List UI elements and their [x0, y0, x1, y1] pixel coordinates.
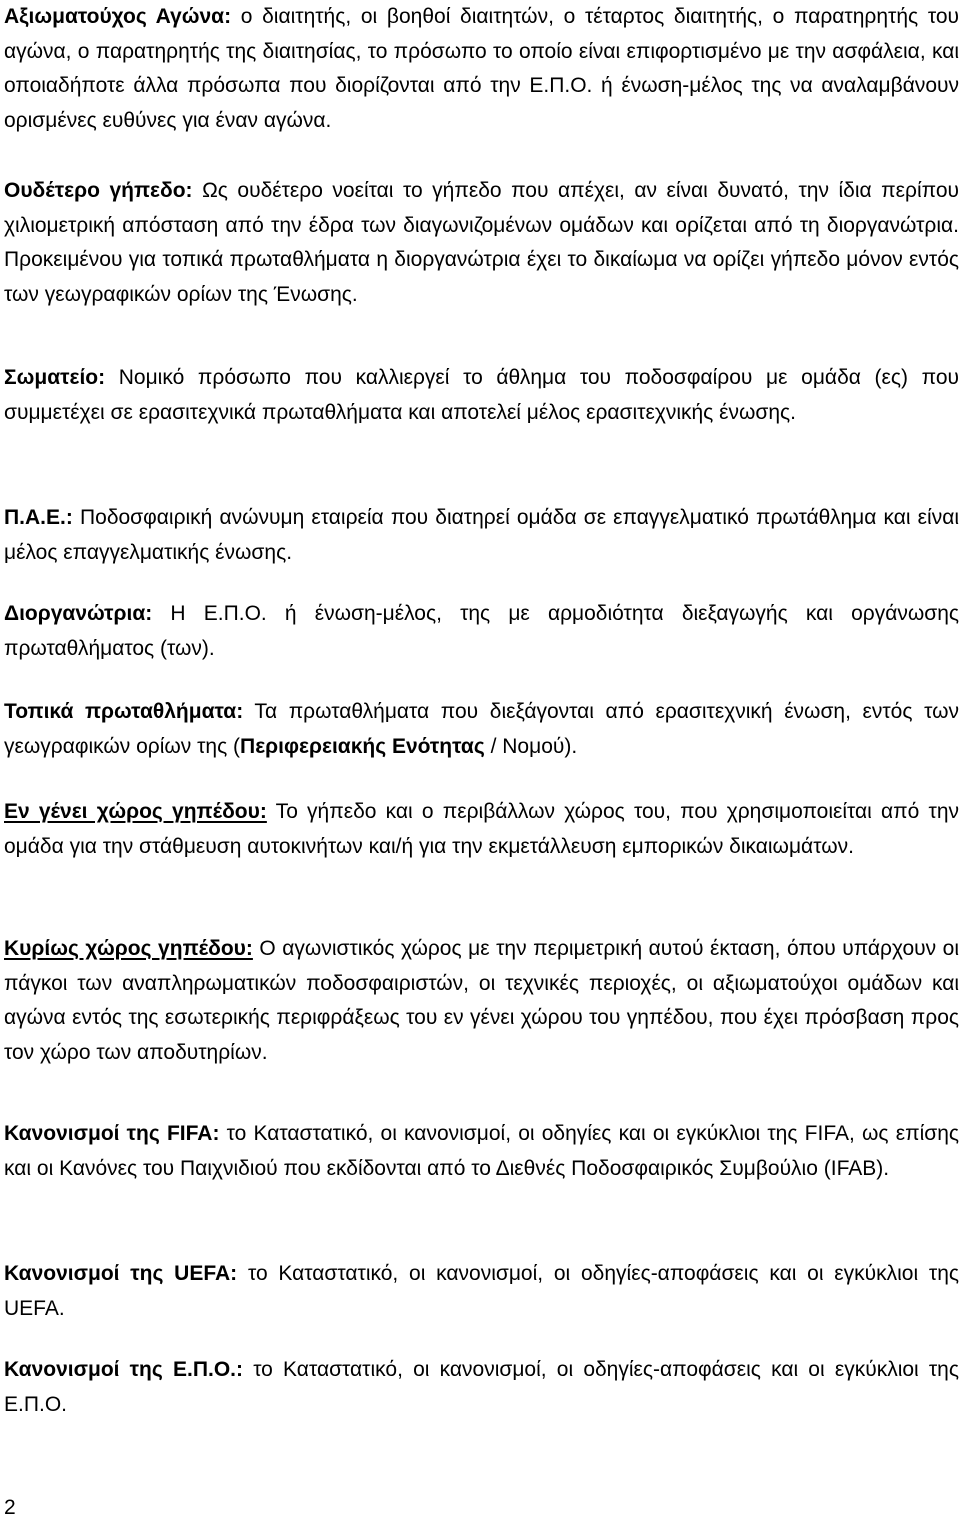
text-organizer: Η Ε.Π.Ο. ή ένωση-μέλος, της με αρμοδιότητα διεξαγωγής και οργάνωσης πρωταθλήματος (των).	[4, 602, 959, 660]
text-match-officials: ο διαιτητής, οι βοηθοί διαιτητών, ο τέταρτος διαιτητής, ο παρατηρητής του αγώνα, ο παρατηρητής της διαιτησίας, το πρόσωπο το οποίο είναι επιφορτισμένο με την ασφάλεια, και οποιαδήποτε άλλα πρόσωπα που διορίζονται από την Ε.Π.Ο. ή ένωση-μέλος της να αναλαμβάνουν ορισμένες ευθύνες για έναν αγώνα.	[4, 5, 959, 132]
definition-local-championships	[4, 695, 959, 764]
definition-organizer	[4, 597, 959, 666]
definition-club	[4, 361, 959, 430]
definition-fifa-regulations	[4, 1117, 959, 1186]
text-epo-regulations: το Καταστατικό, οι κανονισμοί, οι οδηγίες-αποφάσεις και οι εγκύκλιοι της Ε.Π.Ο.	[4, 1358, 959, 1416]
term-club: Σωματείο:	[4, 366, 106, 389]
term-fifa-regulations: Κανονισμοί της FIFA:	[4, 1122, 220, 1145]
text-neutral-ground: Ως ουδέτερο νοείται το γήπεδο που απέχει, αν είναι δυνατό, την ίδια περίπου χιλιομετρική απόσταση από την έδρα των διαγωνιζομένων ομάδων και ορίζεται από τη διοργανώτρια. Προκειμένου για τοπικά πρωταθλήματα η διοργανώτρια έχει το δικαίωμα να ορίζει γήπεδο μόνον εντός των γεωγραφικών ορίων της Ένωσης.	[4, 179, 959, 306]
term-organizer: Διοργανώτρια:	[4, 602, 153, 625]
text-regional-unit: Περιφερειακής Ενότητας	[240, 734, 485, 758]
text-main-area: Ο αγωνιστικός χώρος με την περιμετρική αυτού έκταση, όπου υπάρχουν οι πάγκοι των αναπληρωματικών ποδοσφαιριστών, οι τεχνικές περιοχές, οι αξιωματούχοι ομάδων και αγώνα εντός της εσωτερικής περιφράξεως του εν γένει χώρου του γηπέδου, που έχει πρόσβαση προς τον χώρο των αποδυτηρίων.	[4, 937, 959, 1064]
definition-general-area	[4, 795, 959, 864]
term-pae: Π.Α.Ε.:	[4, 506, 73, 529]
term-general-area: Εν γένει χώρος γηπέδου:	[4, 800, 267, 823]
term-neutral-ground: Ουδέτερο γήπεδο:	[4, 179, 193, 202]
term-match-officials: Αξιωματούχος Αγώνα:	[4, 5, 232, 28]
definition-epo-regulations	[4, 1353, 959, 1422]
definition-pae	[4, 501, 959, 570]
text-pae: Ποδοσφαιρική ανώνυμη εταιρεία που διατηρεί ομάδα σε επαγγελματικό πρωτάθλημα και είναι μέλος επαγγελματικής ένωσης.	[4, 506, 959, 564]
text-general-area: Το γήπεδο και ο περιβάλλων χώρος του, που χρησιμοποιείται από την ομάδα για την στάθμευση αυτοκινήτων και/ή για την εκμετάλλευση εμπορικών δικαιωμάτων.	[4, 800, 959, 858]
definition-main-area	[4, 932, 959, 1070]
text-uefa-regulations: το Καταστατικό, οι κανονισμοί, οι οδηγίες-αποφάσεις και οι εγκύκλιοι της UEFA.	[4, 1262, 960, 1320]
text-local-championships-end: / Νομού).	[484, 734, 578, 758]
definition-neutral-ground	[4, 174, 959, 312]
text-fifa-regulations: το Καταστατικό, οι κανονισμοί, οι οδηγίες και οι εγκύκλιοι της FIFA, ως επίσης και οι Κανόνες του Παιχνιδιού που εκδίδονται από το Διεθνές Ποδοσφαιρικός Συμβούλιο (IFAB).	[4, 1122, 959, 1180]
term-epo-regulations: Κανονισμοί της Ε.Π.Ο.:	[4, 1358, 243, 1381]
definition-uefa-regulations	[4, 1257, 959, 1326]
term-uefa-regulations: Κανονισμοί της UEFA:	[4, 1262, 238, 1285]
term-local-championships: Τοπικά πρωταθλήματα:	[4, 700, 244, 723]
term-main-area: Κυρίως χώρος γηπέδου:	[4, 937, 253, 960]
page-number: 2	[4, 1496, 16, 1519]
text-local-championships: Τα πρωταθλήματα που διεξάγονται από ερασιτεχνική ένωση, εντός των γεωγραφικών ορίων της (	[4, 700, 959, 758]
text-club: Νομικό πρόσωπο που καλλιεργεί το άθλημα του ποδοσφαίρου με ομάδα (ες) που συμμετέχει σε ερασιτεχνικά πρωταθλήματα και αποτελεί μέλος ερασιτεχνικής ένωσης.	[4, 366, 959, 424]
definition-match-officials	[4, 0, 959, 138]
